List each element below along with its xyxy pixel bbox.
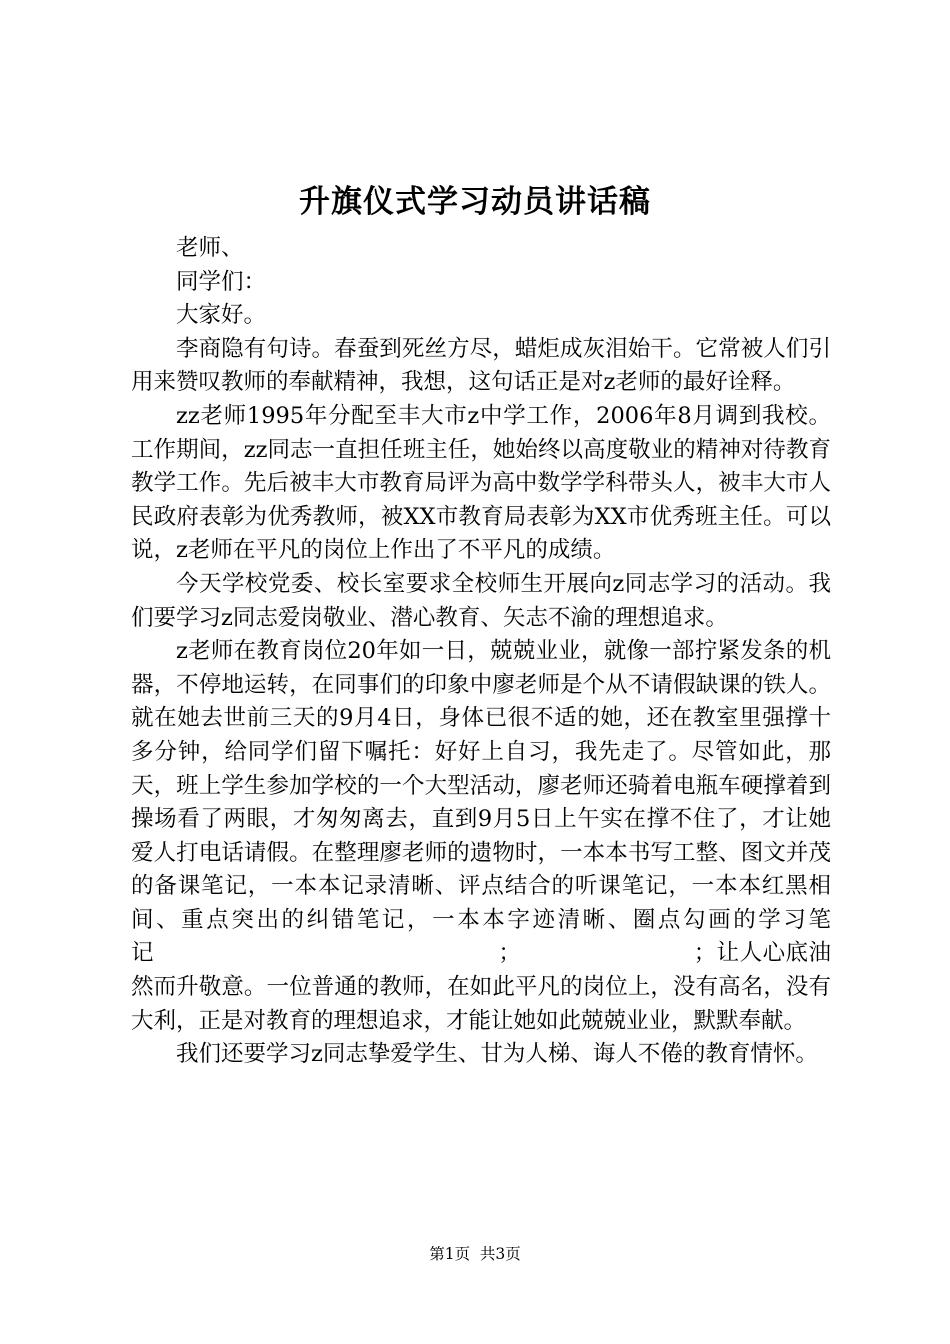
paragraph-poem: 李商隐有句诗。春蚕到死丝方尽，蜡炬成灰泪始干。它常被人们引用来赞叹教师的奉献精神，我想，这句话正是对z老师的最好诠释。 (131, 335, 831, 396)
paragraph-dedication: z老师在教育岗位20年如一日，兢兢业业，就像一部拧紧发条的机器，不停地运转，在同事们的印象中廖老师是个从不请假缺课的铁人。就在她去世前三天的9月4日，身体已很不适的她，还在教室里强撑十多分钟，给同学们留下嘱托：好好上自习，我先走了。尽管如此，那天，班上学生参加学校的一个大型活动，廖老师还骑着电瓶车硬撑着到操场看了两眼，才匆匆离去，直到9月5日上午实在撑不住了，才让她爱人打电话请假。在整理廖老师的遗物时，一本本书写工整、图文并茂的备课笔记，一本本记录清晰、评点结合的听课笔记，一本本红黑相间、重点突出的纠错笔记，一本本字迹清晰、圈点勾画的学习笔记 ； ；让人心底油然而升敬意。一位普通的教师，在如此平凡的岗位上，没有高名，没有大利，正是对教育的理想追求，才能让她如此兢兢业业，默默奉献。 (131, 638, 831, 1034)
greeting: 大家好。 (176, 302, 267, 329)
salutation-teachers: 老师、 (176, 235, 244, 261)
page-number: 第1页 共3页 (429, 1245, 521, 1263)
salutation-students: 同学们： (176, 268, 267, 295)
paragraph-career: zz老师1995年分配至丰大市z中学工作，2006年8月调到我校。工作期间，zz同志一直担任班主任，她始终以高度敬业的精神对待教育教学工作。先后被丰大市教育局评为高中数学学科带头人，被丰大市人民政府表彰为优秀教师，被XX市教育局表彰为XX市优秀班主任。可以说，z老师在平凡的岗位上作出了不平凡的成绩。 (131, 402, 831, 564)
document-title: 升旗仪式学习动员讲话稿 (299, 184, 651, 220)
document-body (131, 232, 831, 1072)
page-footer (0, 1243, 950, 1265)
paragraph-love-students: 我们还要学习z同志挚爱学生、甘为人梯、诲人不倦的教育情怀。 (176, 1041, 818, 1068)
paragraph-campaign: 今天学校党委、校长室要求全校师生开展向z同志学习的活动。我们要学习z同志爱岗敬业、潜心教育、矢志不渝的理想追求。 (131, 570, 831, 631)
